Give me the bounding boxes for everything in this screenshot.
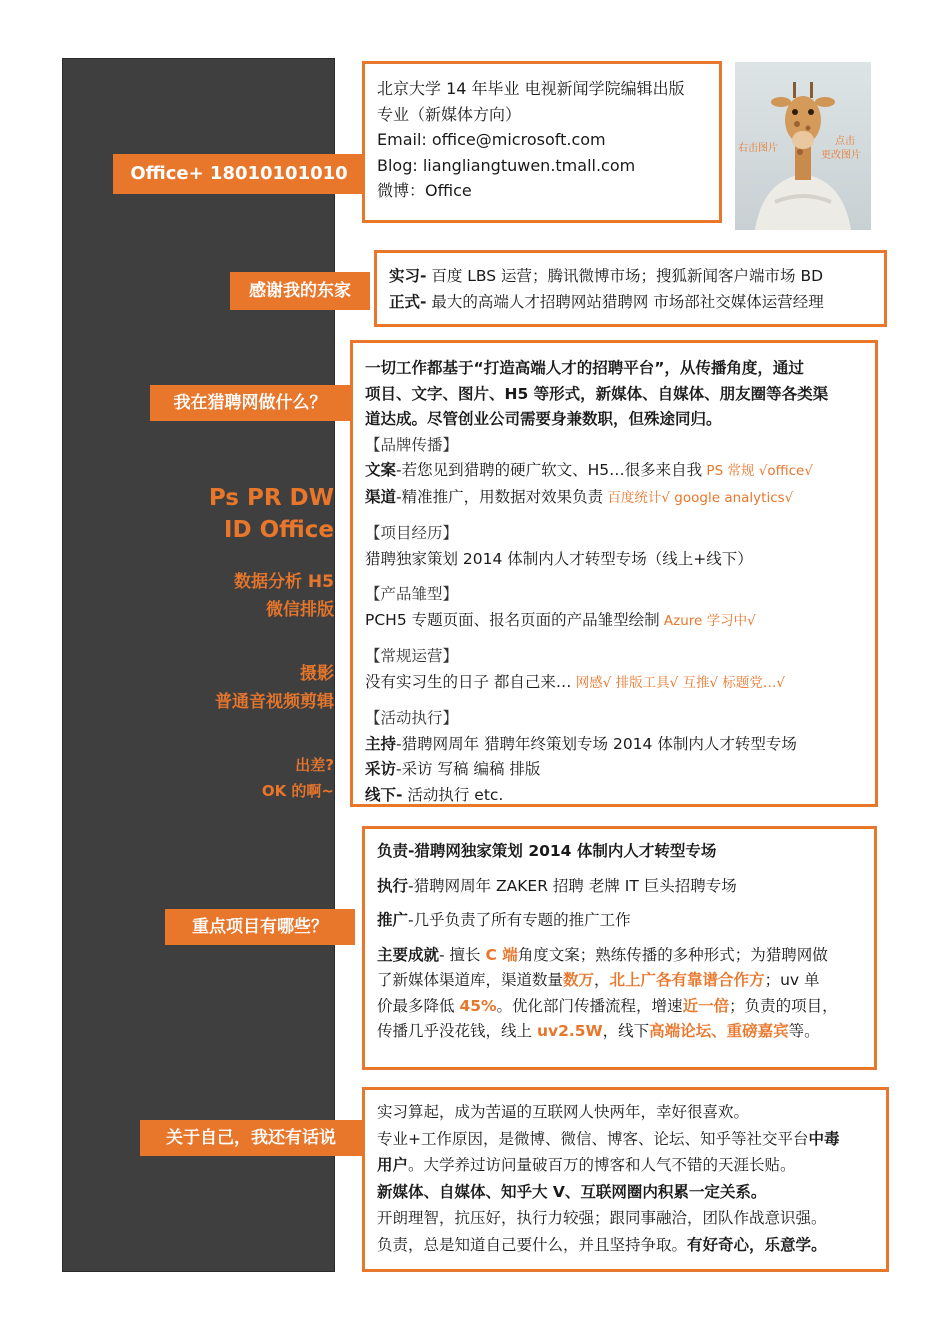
skills-line: OK 的啊~ (261, 782, 334, 800)
work-tag: 我在猎聘网做什么？ (150, 385, 350, 421)
about-box (362, 1087, 889, 1272)
achievement-highlight: 45% (459, 996, 497, 1015)
offline-text: 活动执行 etc. (402, 785, 504, 804)
achievement-text: ，线下 (602, 1022, 650, 1040)
email-line[interactable]: Email: office@microsoft.com (377, 130, 606, 149)
host-text: -猎聘网周年 猎聘年终策划专场 2014 体制内人才转型专场 (396, 734, 797, 753)
sidebar (62, 58, 335, 1272)
copy-label: 文案 (365, 461, 397, 479)
profile-photo[interactable] (735, 62, 871, 230)
about-line: 新媒体、自媒体、知乎大 V、互联网圈内积累一定关系。 (377, 1182, 767, 1201)
achievement-highlight: 数万 (563, 971, 595, 989)
about-line: 负责，总是知道自己要什么，并且坚持争取。 (377, 1235, 688, 1254)
project-text: 猎聘独家策划 2014 体制内人才转型专场（线上+线下） (365, 549, 753, 568)
photo-hint-right-2: 更改图片 (821, 150, 861, 161)
channel-text: -精准推广，用数据对效果负责 (396, 487, 604, 506)
channel-tools: 百度统计√ google analytics√ (603, 489, 794, 506)
achievement-highlight: 高端论坛、重磅嘉宾 (649, 1022, 789, 1040)
about-bold: ， (749, 1235, 765, 1254)
product-tools: Azure 学习中√ (659, 612, 756, 629)
product-text: PCH5 专题页面、报名页面的产品雏型绘制 (365, 610, 660, 629)
ops-heading: 【常规运营】 (365, 647, 459, 665)
interview-text: -采访 写稿 编稿 排版 (396, 760, 541, 778)
achievement-highlight: C 端 (485, 945, 518, 964)
host-label: 主持 (365, 734, 397, 753)
achievement-text: 等。 (788, 1022, 820, 1040)
contact-box (362, 61, 722, 223)
phone-tag: Office+ 18010101010 (113, 154, 365, 194)
skills-line: 普通音视频剪辑 (215, 692, 334, 712)
employers-tag: 感谢我的东家 (230, 272, 370, 310)
achievement-label: 主要成就 (377, 945, 440, 964)
weibo-line: 微博：Office (377, 181, 472, 200)
achievement-text: ， (594, 971, 610, 989)
about-bold: 乐意学 (764, 1235, 812, 1254)
work-box (350, 340, 878, 807)
achievement-text: 。优化部门传播流程，增速 (496, 996, 683, 1015)
projects-box (362, 826, 877, 1070)
blog-line[interactable]: Blog: liangliangtuwen.tmall.com (377, 155, 636, 175)
about-bold: 用户 (377, 1156, 409, 1174)
skills-line: ID Office (223, 517, 334, 543)
achievement-highlight: 近一倍 (682, 996, 730, 1015)
project-heading: 【项目经历】 (365, 524, 459, 542)
major-line: 专业（新媒体方向） (377, 104, 522, 124)
achievement-highlight: 北上广各有靠谱合作方 (609, 971, 765, 989)
fulltime-text: 最大的高端人才招聘网站猎聘网 市场部社交媒体运营经理 (426, 293, 824, 311)
skills-line: 出差? (295, 756, 334, 774)
skills-line: 摄影 (300, 664, 334, 684)
about-line: 专业+工作原因，是微博、微信、博客、论坛、知乎等社交平台 (377, 1129, 809, 1148)
about-tag: 关于自己，我还有话说 (140, 1120, 362, 1156)
about-bold: 。 (811, 1235, 827, 1254)
about-line: 实习算起，成为苦逼的互联网人快两年，幸好很喜欢。 (377, 1103, 750, 1121)
achievement-text: 了新媒体渠道库，渠道数量 (377, 971, 564, 989)
employers-box (374, 250, 887, 327)
channel-label: 渠道 (365, 487, 397, 506)
about-line: 开朗理智，抗压好，执行力较强；跟同事融洽，团队作战意识强。 (377, 1209, 827, 1227)
about-bold: 有好奇心 (687, 1235, 750, 1254)
education-line: 北京大学 14 年毕业 电视新闻学院编辑出版 (377, 79, 685, 98)
work-intro: 道达成。尽管创业公司需要身兼数职，但殊途同归。 (365, 410, 722, 428)
intern-text: 百度 LBS 运营；腾讯微博市场；搜狐新闻客户端市场 BD (426, 267, 824, 285)
projects-tag: 重点项目有哪些？ (165, 909, 355, 945)
interview-label: 采访 (365, 760, 397, 778)
ops-text: 没有实习生的日子 都自己来… (365, 672, 572, 691)
fulltime-label: 正式- (389, 293, 427, 311)
copy-tools: PS 常规 √office√ (702, 463, 813, 479)
achievement-text: - 擅长 (439, 945, 486, 964)
event-heading: 【活动执行】 (365, 709, 459, 727)
achievement-text: ；负责的项目， (729, 996, 838, 1015)
intern-label: 实习- (389, 267, 427, 285)
photo-hint-right-1: 点击 (835, 136, 855, 147)
achievement-text: 传播几乎没花钱，线上 (377, 1022, 537, 1040)
about-line: 。大学养过访问量破百万的博客和人气不错的天涯长贴。 (408, 1156, 796, 1174)
exec-text: -猎聘网周年 ZAKER 招聘 老牌 IT 巨头招聘专场 (408, 876, 737, 895)
promo-label: 推广 (377, 911, 409, 929)
skills-line: 数据分析 H5 (234, 572, 334, 592)
skills-list (102, 482, 334, 804)
lead-project: 负责-猎聘网独家策划 2014 体制内人才转型专场 (377, 842, 717, 860)
product-heading: 【产品雏型】 (365, 585, 459, 603)
brand-heading: 【品牌传播】 (365, 435, 459, 454)
ops-tools: 网感√ 排版工具√ 互推√ 标题党…√ (571, 674, 786, 691)
about-bold: 中毒 (808, 1129, 840, 1148)
achievement-text: ；uv 单 (764, 971, 820, 989)
work-intro: 一切工作都基于“打造高端人才的招聘平台”，从传播角度，通过 (365, 359, 804, 377)
skills-line: Ps PR DW (208, 485, 334, 511)
copy-text: -若您见到猎聘的硬广软文、H5…很多来自我 (396, 461, 703, 479)
achievement-text: 价最多降低 (377, 996, 460, 1015)
work-intro: 项目、文字、图片、H5 等形式，新媒体、自媒体、朋友圈等各类渠 (365, 384, 829, 403)
promo-text: -几乎负责了所有专题的推广工作 (408, 911, 631, 929)
exec-label: 执行 (377, 876, 409, 895)
offline-label: 线下- (365, 785, 403, 804)
skills-line: 微信排版 (266, 600, 334, 620)
photo-hint-left: 右击图片 (738, 143, 778, 154)
achievement-text: 角度文案；熟练传播的多种形式；为猎聘网做 (517, 945, 828, 964)
achievement-highlight: uv2.5W (536, 1022, 603, 1040)
